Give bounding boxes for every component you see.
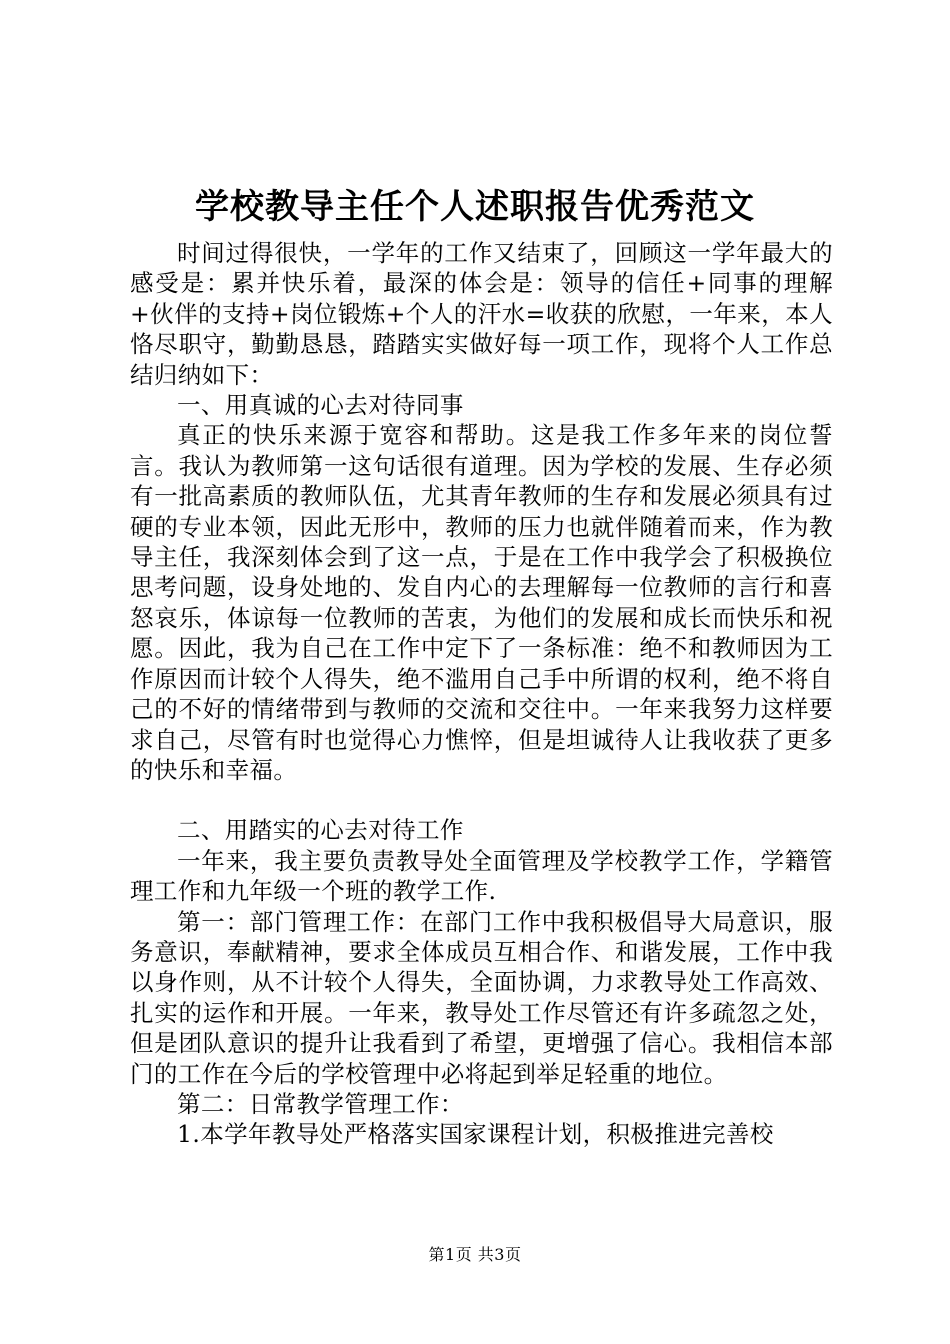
paragraph-daily-teaching-heading: 第二：日常教学管理工作： [177, 1089, 464, 1118]
document-body [130, 238, 833, 1150]
document-title: 学校教导主任个人述职报告优秀范文 [195, 187, 755, 227]
page-footer: 第1页 共3页 [428, 1245, 522, 1264]
paragraph-intro: 时间过得很快，一学年的工作又结束了，回顾这一学年最大的感受是：累并快乐着，最深的体会是：领导的信任+同事的理解+伙伴的支持+岗位锻炼+个人的汗水=收获的欣慰，一年来，本人恪尽职守，勤勤恳恳，踏踏实实做好每一项工作，现将个人工作总结归纳如下： [130, 239, 833, 389]
paragraph-department-management: 第一：部门管理工作：在部门工作中我积极倡导大局意识，服务意识，奉献精神，要求全体成员互相合作、和谐发展，工作中我以身作则，从不计较个人得失，全面协调，力求教导处工作高效、扎实的运作和开展。一年来，教导处工作尽管还有许多疏忽之处，但是团队意识的提升让我看到了希望，更增强了信心。我相信本部门的工作在今后的学校管理中必将起到举足轻重的地位。 [130, 907, 833, 1088]
paragraph-item-1: 1.本学年教导处严格落实国家课程计划，积极推进完善校 [177, 1120, 774, 1149]
paragraph-spacer [130, 785, 833, 815]
paragraph-section-2-intro: 一年来，我主要负责教导处全面管理及学校教学工作，学籍管理工作和九年级一个班的教学工作. [130, 846, 833, 906]
section-heading-1: 一、用真诚的心去对待同事 [177, 391, 464, 420]
paragraph-section-1: 真正的快乐来源于宽容和帮助。这是我工作多年来的岗位誓言。我认为教师第一这句话很有道理。因为学校的发展、生存必须有一批高素质的教师队伍，尤其青年教师的生存和发展必须具有过硬的专业本领，因此无形中，教师的压力也就伴随着而来，作为教导主任，我深刻体会到了这一点，于是在工作中我学会了积极换位思考问题，设身处地的、发自内心的去理解每一位教师的言行和喜怒哀乐，体谅每一位教师的苦衷，为他们的发展和成长而快乐和祝愿。因此，我为自己在工作中定下了一条标准：绝不和教师因为工作原因而计较个人得失，绝不滥用自己手中所谓的权利，绝不将自己的不好的情绪带到与教师的交流和交往中。一年来我努力这样要求自己，尽管有时也觉得心力憔悴，但是坦诚待人让我收获了更多的快乐和幸福。 [130, 421, 833, 784]
section-heading-2: 二、用踏实的心去对待工作 [177, 816, 464, 845]
